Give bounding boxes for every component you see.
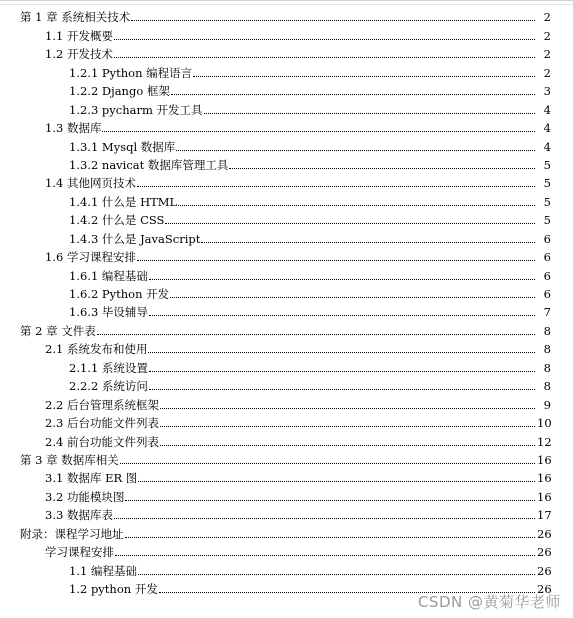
toc-dot-leader <box>137 260 535 261</box>
toc-entry-title: 1.2 开发技术 <box>45 47 113 62</box>
toc-entry-title: 1.6 学习课程安排 <box>45 250 136 265</box>
toc-entry-page-number: 8 <box>543 379 551 394</box>
toc-entry[interactable] <box>0 449 573 467</box>
toc-entry[interactable] <box>0 61 573 79</box>
toc-entry-page-number: 8 <box>543 323 551 338</box>
toc-dot-leader <box>120 463 535 464</box>
toc-entry-title: 1.4 其他网页技术 <box>45 176 136 191</box>
toc-entry-title: 第 1 章 系统相关技术 <box>20 10 131 25</box>
toc-entry-page-number: 2 <box>543 10 551 25</box>
toc-entry-title: 1.3 数据库 <box>45 121 102 136</box>
toc-entry[interactable] <box>0 24 573 42</box>
toc-entry-title: 第 2 章 文件表 <box>20 323 96 338</box>
toc-entry-title: 2.2 后台管理系统框架 <box>45 397 159 412</box>
toc-entry-page-number: 5 <box>543 157 551 172</box>
toc-dot-leader <box>165 223 535 224</box>
toc-entry[interactable] <box>0 319 573 337</box>
toc-entry-page-number: 16 <box>537 452 552 467</box>
toc-dot-leader <box>204 113 535 114</box>
toc-entry[interactable] <box>0 338 573 356</box>
toc-entry-page-number: 6 <box>543 250 551 265</box>
toc-entry[interactable] <box>0 356 573 374</box>
toc-entry[interactable] <box>0 541 573 559</box>
toc-entry-page-number: 6 <box>543 231 551 246</box>
toc-dot-leader <box>160 426 535 427</box>
toc-entry[interactable] <box>0 430 573 448</box>
toc-entry-page-number: 26 <box>537 563 552 578</box>
toc-dot-leader <box>114 39 535 40</box>
toc-dot-leader <box>149 389 535 390</box>
toc-entry-page-number: 5 <box>543 213 551 228</box>
toc-entry[interactable] <box>0 412 573 430</box>
toc-entry[interactable] <box>0 43 573 61</box>
toc-entry-page-number: 6 <box>543 268 551 283</box>
toc-entry-title: 2.2.2 系统访问 <box>69 379 148 394</box>
toc-entry-title: 1.6.3 毕设辅导 <box>69 305 148 320</box>
toc-dot-leader <box>171 94 535 95</box>
toc-dot-leader <box>114 518 535 519</box>
toc-entry-page-number: 10 <box>537 416 552 431</box>
toc-dot-leader <box>138 481 535 482</box>
toc-entry-page-number: 3 <box>543 84 551 99</box>
toc-entry-title: 3.1 数据库 ER 图 <box>45 471 138 486</box>
toc-entry-page-number: 16 <box>537 471 552 486</box>
toc-dot-leader <box>138 574 535 575</box>
toc-entry-page-number: 26 <box>537 582 552 596</box>
toc-entry[interactable] <box>0 135 573 153</box>
toc-entry-title: 1.1 编程基础 <box>69 563 137 578</box>
toc-entry[interactable] <box>0 154 573 172</box>
toc-entry[interactable] <box>0 522 573 540</box>
toc-dot-leader <box>102 131 535 132</box>
toc-entry[interactable] <box>0 283 573 301</box>
toc-entry-page-number: 2 <box>543 28 551 43</box>
toc-entry-title: 1.4.3 什么是 JavaScript <box>69 231 201 246</box>
toc-entry-title: 2.1 系统发布和使用 <box>45 342 148 357</box>
toc-entry-title: 1.2.1 Python 编程语言 <box>69 65 193 80</box>
toc-entry[interactable] <box>0 264 573 282</box>
toc-dot-leader <box>137 186 535 187</box>
toc-entry[interactable] <box>0 227 573 245</box>
toc-dot-leader <box>170 297 535 298</box>
toc-entry[interactable] <box>0 209 573 227</box>
toc-entry[interactable] <box>0 172 573 190</box>
toc-entry-title: 3.2 功能模块图 <box>45 489 125 504</box>
table-of-contents <box>0 6 573 596</box>
toc-entry-title: 2.4 前台功能文件列表 <box>45 434 159 449</box>
toc-entry[interactable] <box>0 80 573 98</box>
toc-dot-leader <box>115 555 535 556</box>
toc-dot-leader <box>114 57 535 58</box>
toc-entry-page-number: 26 <box>537 526 552 541</box>
toc-entry-title: 3.3 数据库表 <box>45 508 113 523</box>
toc-entry[interactable] <box>0 98 573 116</box>
toc-dot-leader <box>148 352 535 353</box>
toc-entry-page-number: 8 <box>543 342 551 357</box>
toc-entry-page-number: 2 <box>543 47 551 62</box>
toc-dot-leader <box>229 168 535 169</box>
toc-entry-page-number: 2 <box>543 65 551 80</box>
toc-dot-leader <box>160 445 535 446</box>
toc-entry[interactable] <box>0 6 573 24</box>
toc-dot-leader <box>125 537 536 538</box>
toc-entry-page-number: 8 <box>543 360 551 375</box>
toc-entry[interactable] <box>0 301 573 319</box>
toc-entry-title: 1.4.1 什么是 HTML <box>69 194 178 209</box>
toc-dot-leader <box>149 315 535 316</box>
toc-dot-leader <box>193 76 535 77</box>
toc-entry-title: 1.2.2 Django 框架 <box>69 84 170 99</box>
toc-dot-leader <box>160 408 535 409</box>
toc-entry-page-number: 17 <box>537 508 552 523</box>
toc-entry-title: 附录：课程学习地址 <box>20 526 124 541</box>
toc-entry[interactable] <box>0 393 573 411</box>
toc-dot-leader <box>178 205 535 206</box>
toc-entry-title: 1.2 python 开发 <box>69 582 158 596</box>
toc-entry-title: 1.3.2 navicat 数据库管理工具 <box>69 157 229 172</box>
toc-entry-title: 1.4.2 什么是 CSS <box>69 213 165 228</box>
toc-entry-page-number: 5 <box>543 176 551 191</box>
toc-dot-leader <box>131 20 535 21</box>
toc-entry[interactable] <box>0 246 573 264</box>
page-top-border <box>0 0 573 5</box>
toc-entry-title: 1.1 开发概要 <box>45 28 113 43</box>
toc-entry[interactable] <box>0 559 573 577</box>
toc-entry-page-number: 4 <box>543 121 551 136</box>
toc-entry-page-number: 26 <box>537 545 552 560</box>
csdn-watermark: CSDN @黄菊华老师 <box>417 593 561 611</box>
toc-entry[interactable] <box>0 375 573 393</box>
toc-entry[interactable] <box>0 117 573 135</box>
toc-entry-title: 1.3.1 Mysql 数据库 <box>69 139 176 154</box>
toc-entry[interactable] <box>0 467 573 485</box>
toc-entry-page-number: 7 <box>543 305 551 320</box>
toc-entry-page-number: 6 <box>543 287 551 301</box>
toc-entry-page-number: 4 <box>543 102 551 117</box>
toc-dot-leader <box>201 242 535 243</box>
toc-entry-page-number: 9 <box>543 397 551 412</box>
toc-entry-page-number: 16 <box>537 489 552 504</box>
toc-entry-title: 1.6.2 Python 开发 <box>69 287 170 301</box>
toc-dot-leader <box>125 500 535 501</box>
toc-entry-title: 第 3 章 数据库相关 <box>20 452 119 467</box>
toc-entry-page-number: 12 <box>537 434 552 449</box>
toc-dot-leader <box>149 279 535 280</box>
toc-entry[interactable] <box>0 504 573 522</box>
toc-dot-leader <box>149 371 535 372</box>
toc-entry-title: 2.1.1 系统设置 <box>69 360 148 375</box>
toc-dot-leader <box>176 150 535 151</box>
toc-dot-leader <box>97 334 535 335</box>
toc-entry-title: 2.3 后台功能文件列表 <box>45 416 159 431</box>
toc-entry[interactable] <box>0 485 573 503</box>
toc-entry-page-number: 4 <box>543 139 551 154</box>
toc-entry[interactable] <box>0 190 573 208</box>
toc-entry-page-number: 5 <box>543 194 551 209</box>
toc-entry-title: 1.2.3 pycharm 开发工具 <box>69 102 203 117</box>
toc-entry-title: 学习课程安排 <box>45 545 114 560</box>
toc-entry-title: 1.6.1 编程基础 <box>69 268 148 283</box>
